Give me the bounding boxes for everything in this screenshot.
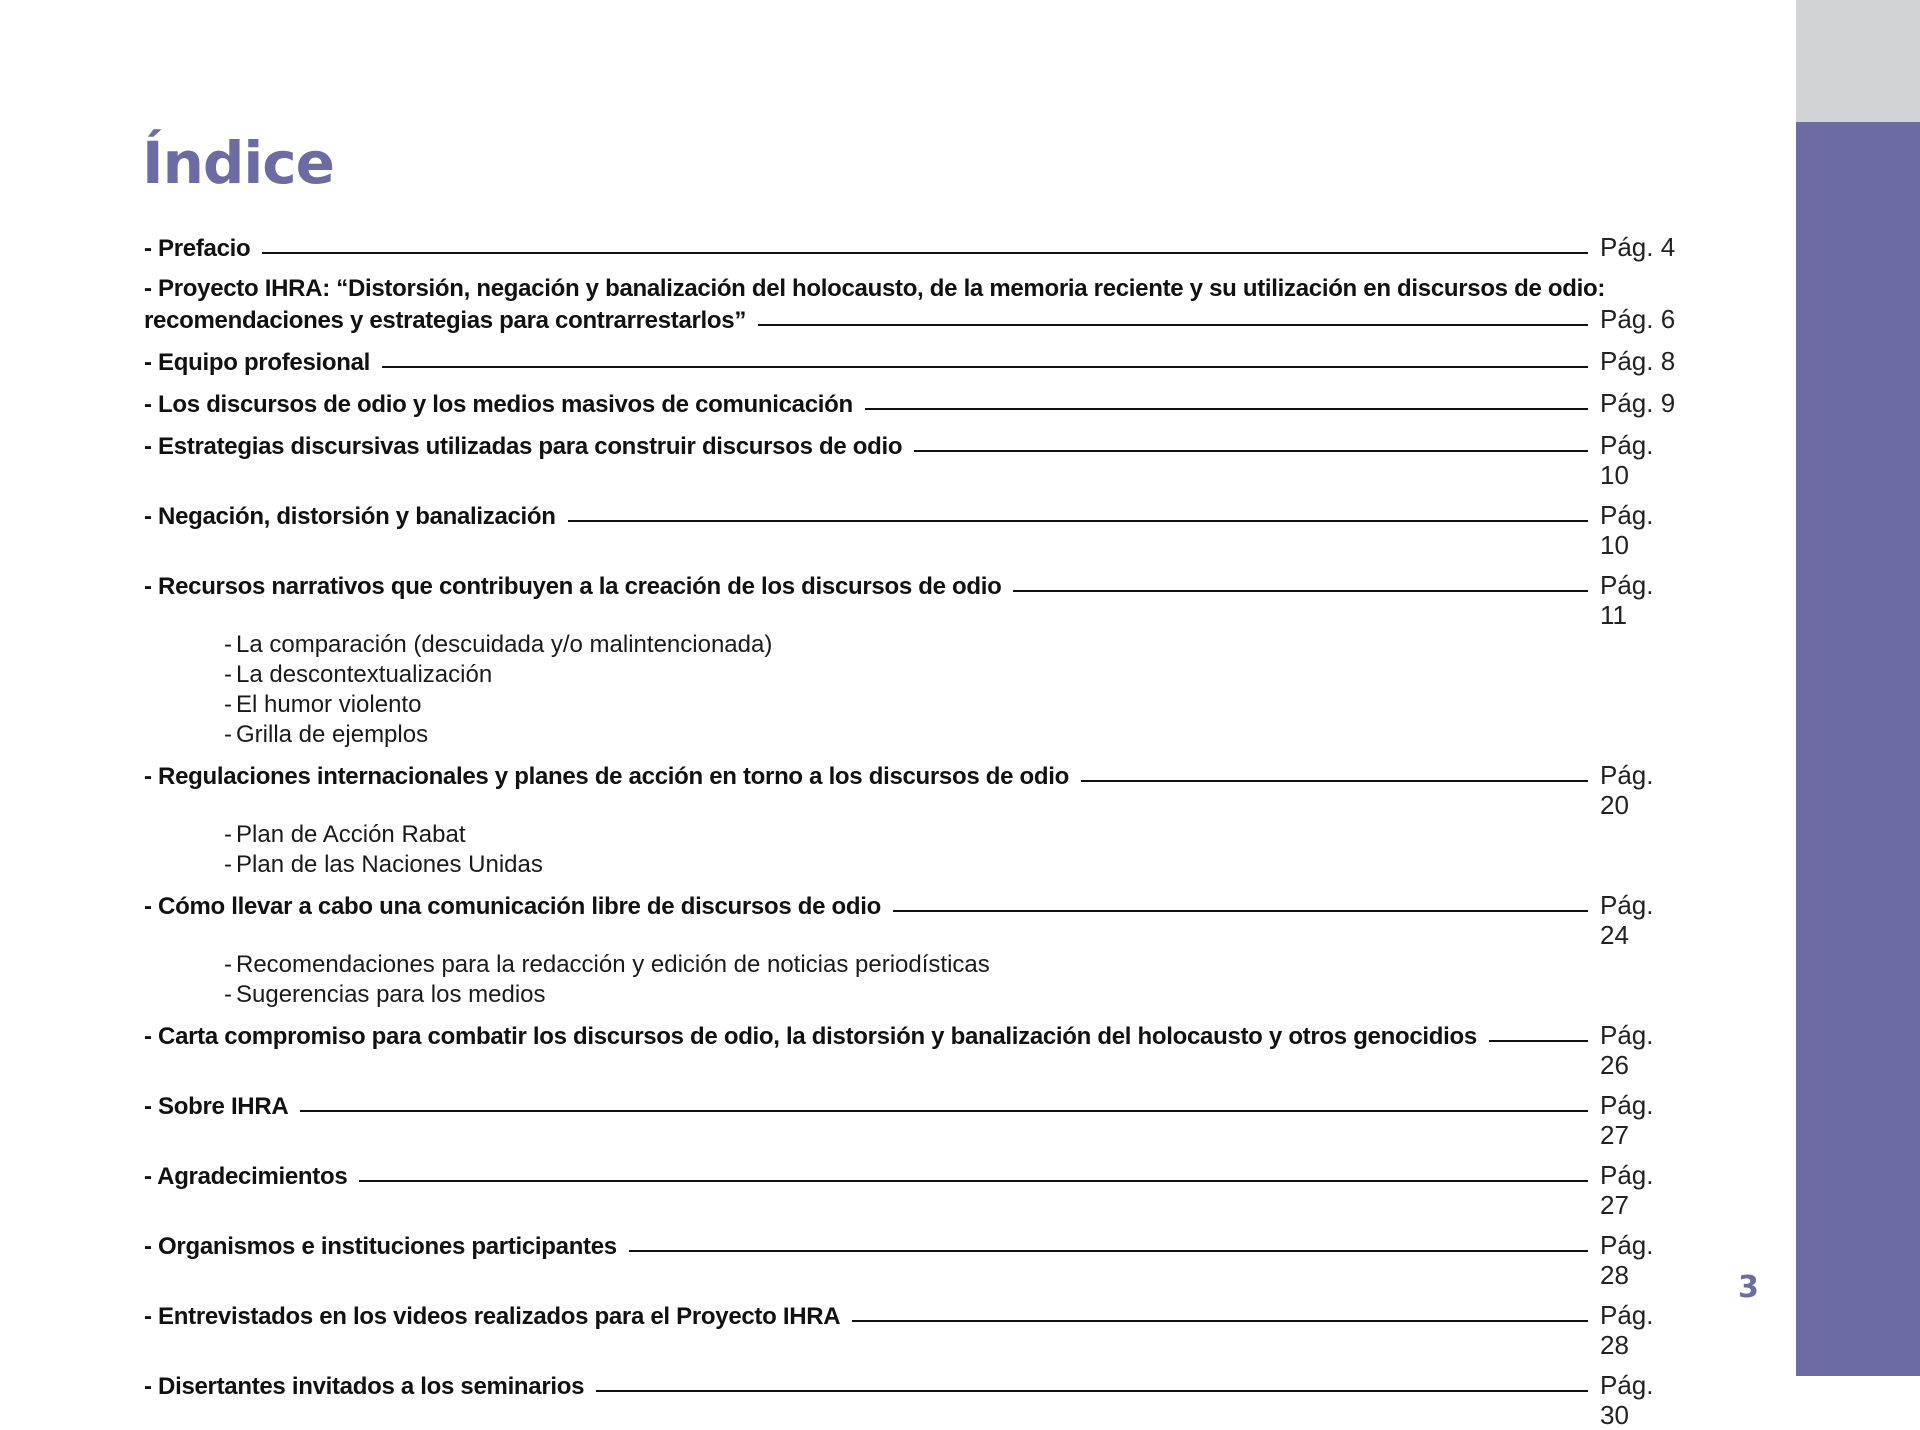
page-title: Índice — [142, 129, 334, 197]
toc-leader-line — [568, 520, 1588, 522]
toc-entry-label: - Los discursos de odio y los medios masivos de comunicación — [144, 391, 853, 418]
toc-subentry[interactable]: - La descontextualización — [224, 661, 493, 688]
toc-subentries — [144, 950, 1682, 1010]
toc-leader-line — [1489, 1040, 1588, 1042]
toc-entry[interactable] — [144, 1370, 1682, 1430]
toc-entry-row — [144, 1160, 1682, 1220]
toc-entry-row — [144, 1020, 1682, 1080]
toc-entry-label: - Equipo profesional — [144, 349, 370, 376]
toc-entry[interactable] — [144, 430, 1682, 490]
toc-entry-label: - Prefacio — [144, 235, 251, 262]
toc-entry-label: - Carta compromiso para combatir los discursos de odio, la distorsión y banalización del holocausto y otros genocidios — [144, 1023, 1477, 1050]
toc-entry[interactable] — [144, 890, 1682, 1010]
toc-entry-page: Pág. 28 — [1600, 1230, 1654, 1290]
toc-leader-line — [300, 1110, 1588, 1112]
toc-entry-page: Pág. 20 — [1600, 760, 1654, 820]
toc-entry-page: Pág. 10 — [1600, 500, 1654, 560]
toc-entry-label: - Cómo llevar a cabo una comunicación libre de discursos de odio — [144, 893, 881, 920]
toc-leader-line — [852, 1320, 1588, 1322]
toc-entry[interactable] — [144, 274, 1682, 336]
toc-entry-page: Pág. 30 — [1600, 1370, 1654, 1430]
sidebar-accent-top — [1796, 0, 1920, 122]
toc-subentry[interactable]: - Recomendaciones para la redacción y edición de noticias periodísticas — [224, 951, 990, 978]
toc-spacer — [144, 1290, 1682, 1300]
sidebar-accent — [1796, 122, 1920, 1376]
toc-entry[interactable] — [144, 570, 1682, 750]
toc-spacer — [144, 264, 1682, 274]
toc-entry-row — [144, 430, 1682, 490]
toc-entry-row — [144, 1370, 1682, 1430]
toc-entry-row — [144, 304, 1682, 336]
toc-spacer — [144, 378, 1682, 388]
toc-spacer — [144, 880, 1682, 890]
toc-entry[interactable] — [144, 388, 1682, 420]
toc-entry[interactable] — [144, 760, 1682, 880]
toc-entry-label: - Sobre IHRA — [144, 1093, 289, 1120]
toc-subentry-label: La descontextualización — [236, 661, 493, 688]
toc-entry-label: - Estrategias discursivas utilizadas para construir discursos de odio — [144, 433, 903, 460]
toc-subentry-label: La comparación (descuidada y/o malintencionada) — [236, 631, 773, 658]
toc-leader-line — [262, 252, 1588, 254]
toc-entry-page: Pág. 24 — [1600, 890, 1654, 950]
toc-entry-row — [144, 232, 1682, 264]
toc-entry[interactable] — [144, 1230, 1682, 1290]
toc-entry-row — [144, 760, 1682, 820]
toc-leader-line — [1081, 780, 1588, 782]
toc-spacer — [144, 490, 1682, 500]
toc-entry-page: Pág. 28 — [1600, 1300, 1654, 1360]
toc-entry-label: - Negación, distorsión y banalización — [144, 503, 556, 530]
toc-subentry[interactable]: - Plan de Acción Rabat — [224, 821, 466, 848]
toc-entry[interactable] — [144, 232, 1682, 264]
toc-entry-row — [144, 1230, 1682, 1290]
toc-spacer — [144, 420, 1682, 430]
toc-entry-row — [144, 346, 1682, 378]
toc-entry[interactable] — [144, 1020, 1682, 1080]
toc-leader-line — [758, 324, 1588, 326]
page-number: 3 — [1738, 1270, 1759, 1305]
toc-subentry[interactable]: - Sugerencias para los medios — [224, 981, 546, 1008]
toc-entry-page: Pág. 4 — [1600, 232, 1676, 262]
toc-entry-label: - Organismos e instituciones participantes — [144, 1233, 617, 1260]
toc-entry[interactable] — [144, 1300, 1682, 1360]
toc-leader-line — [893, 910, 1588, 912]
toc-entry-page: Pág. 9 — [1600, 388, 1676, 418]
toc-entry-row — [144, 570, 1682, 630]
toc-entry-label: - Regulaciones internacionales y planes de acción en torno a los discursos de odio — [144, 763, 1069, 790]
toc-entry-label: - Disertantes invitados a los seminarios — [144, 1373, 585, 1400]
toc-entry[interactable] — [144, 1090, 1682, 1150]
toc-entry[interactable] — [144, 346, 1682, 378]
toc-subentry-label: Recomendaciones para la redacción y edición de noticias periodísticas — [236, 951, 990, 978]
toc-entry[interactable] — [144, 1160, 1682, 1220]
toc-subentries — [144, 630, 1682, 750]
toc-entry-row — [144, 890, 1682, 950]
toc-entry-row — [144, 1300, 1682, 1360]
toc-entry-page: Pág. 8 — [1600, 346, 1676, 376]
toc-subentry[interactable]: - La comparación (descuidada y/o malintencionada) — [224, 631, 773, 658]
toc-entry-label-line1: - Proyecto IHRA: “Distorsión, negación y banalización del holocausto, de la memoria reciente y su utilización en discursos de odio: — [144, 275, 1606, 302]
toc-entry-page: Pág. 27 — [1600, 1090, 1654, 1150]
toc-subentries — [144, 820, 1682, 880]
toc-entry-page: Pág. 6 — [1600, 304, 1676, 334]
toc-subentry[interactable]: - Plan de las Naciones Unidas — [224, 851, 543, 878]
toc-entry-row — [144, 500, 1682, 560]
toc-leader-line — [359, 1180, 1588, 1182]
toc-entry-label: - Entrevistados en los videos realizados para el Proyecto IHRA — [144, 1303, 841, 1330]
toc-spacer — [144, 1010, 1682, 1020]
toc-spacer — [144, 1080, 1682, 1090]
toc-leader-line — [382, 366, 1588, 368]
toc-spacer — [144, 336, 1682, 346]
toc-entry-page: Pág. 27 — [1600, 1160, 1654, 1220]
toc-spacer — [144, 1220, 1682, 1230]
toc-spacer — [144, 1150, 1682, 1160]
toc-entry-label: - Recursos narrativos que contribuyen a la creación de los discursos de odio — [144, 573, 1002, 600]
toc-leader-line — [629, 1250, 1588, 1252]
toc-spacer — [144, 560, 1682, 570]
toc-entry-row — [144, 388, 1682, 420]
toc-subentry-label: Sugerencias para los medios — [236, 981, 546, 1008]
toc-subentry[interactable]: - El humor violento — [224, 691, 422, 718]
toc-entry-page: Pág. 11 — [1600, 570, 1654, 630]
toc-spacer — [144, 750, 1682, 760]
toc-entry-label: recomendaciones y estrategias para contrarrestarlos” — [144, 307, 747, 334]
toc-entry[interactable] — [144, 500, 1682, 560]
toc-subentry[interactable]: - Grilla de ejemplos — [224, 721, 429, 748]
toc-entry-page: Pág. 26 — [1600, 1020, 1654, 1080]
toc-spacer — [144, 1360, 1682, 1370]
toc-subentry-label: Plan de las Naciones Unidas — [236, 851, 543, 878]
toc-subentry-label: El humor violento — [236, 691, 422, 718]
toc-subentry-label: Plan de Acción Rabat — [236, 821, 466, 848]
toc-leader-line — [1013, 590, 1588, 592]
toc-leader-line — [865, 408, 1588, 410]
toc-subentry-label: Grilla de ejemplos — [236, 721, 429, 748]
table-of-contents — [144, 232, 1682, 1430]
toc-entry-page: Pág. 10 — [1600, 430, 1654, 490]
toc-leader-line — [596, 1390, 1588, 1392]
toc-entry-row — [144, 1090, 1682, 1150]
toc-entry-label: - Agradecimientos — [144, 1163, 348, 1190]
toc-leader-line — [914, 450, 1588, 452]
